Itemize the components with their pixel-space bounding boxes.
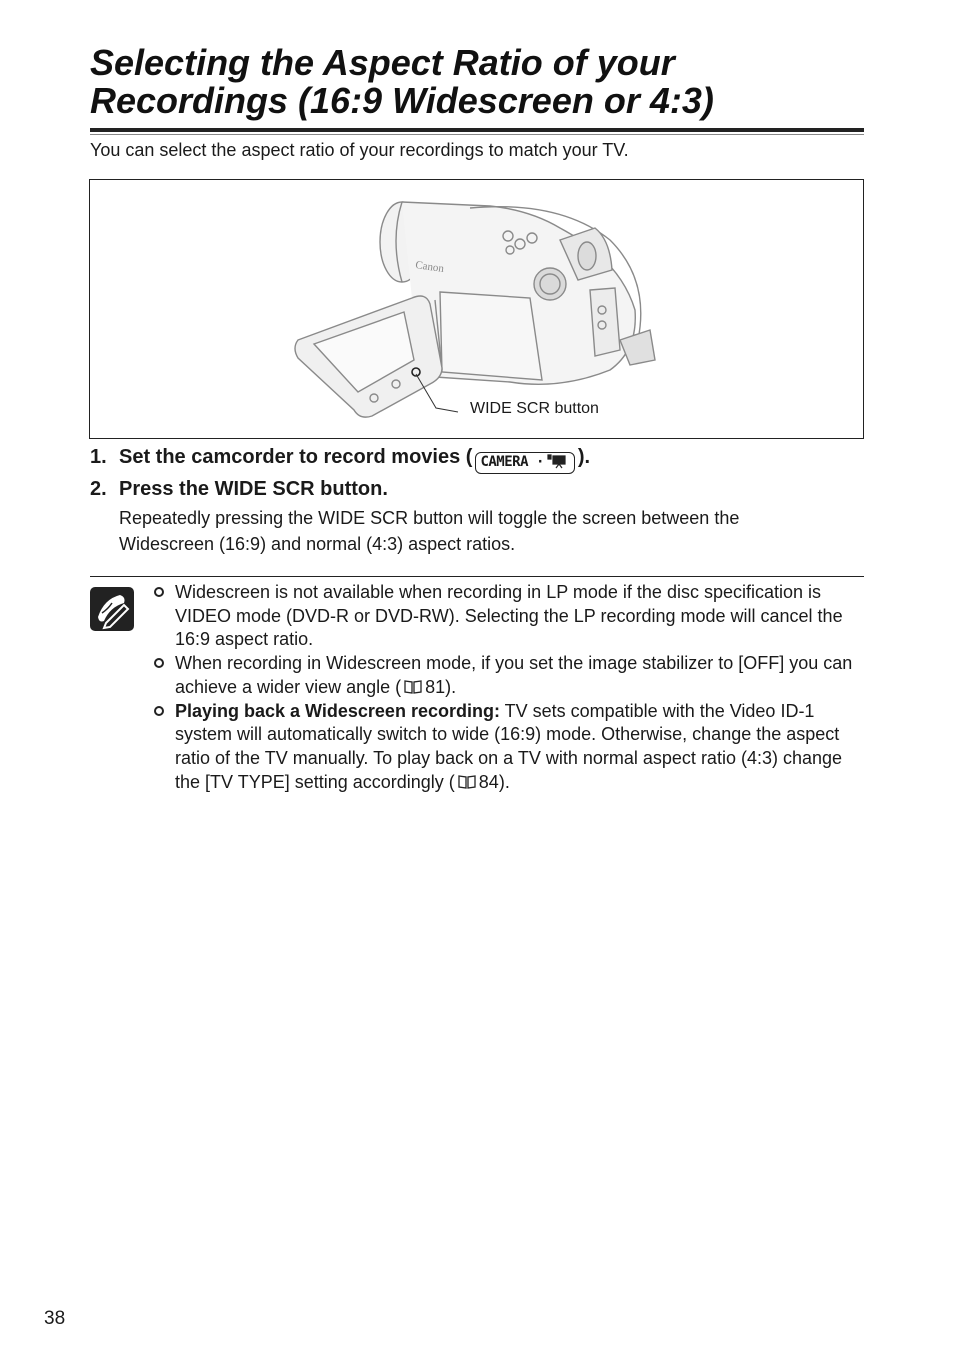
step-1-text: Set the camcorder to record movies (: [119, 446, 473, 468]
pencil-note-icon: [90, 587, 134, 631]
step-2: [90, 477, 388, 501]
note-item: [154, 581, 864, 652]
intro-text: You can select the aspect ratio of your recordings to match your TV.: [90, 140, 629, 160]
mode-badge-label: CAMERA ·: [480, 454, 544, 470]
page-title: [90, 44, 870, 120]
title-line-2: Recordings (16:9 Widescreen or 4:3): [90, 80, 714, 121]
movie-camera-icon: [546, 453, 568, 469]
step-1-number: 1.: [90, 446, 107, 468]
notes-list: [154, 581, 864, 794]
note-item: [154, 700, 864, 795]
note-item: [154, 652, 864, 699]
step-2-number: 2.: [90, 478, 107, 500]
camcorder-figure: [89, 179, 864, 439]
book-icon: [403, 679, 423, 695]
bullet-icon: [154, 658, 164, 668]
title-line-1: Selecting the Aspect Ratio of your: [90, 42, 675, 83]
note-1-text: Widescreen is not available when recording in LP mode if the disc specification is VIDEO mode (DVD-R or DVD-RW). Selecting the LP recording mode will cancel the 16:9 aspect ratio.: [175, 582, 843, 650]
note-2-ref: 81: [425, 676, 446, 697]
step-1: [90, 445, 590, 474]
page-number: 38: [44, 1308, 66, 1329]
book-icon: [457, 774, 477, 790]
camera-movie-mode-badge: [475, 452, 574, 474]
step-2-text: Press the WIDE SCR button.: [119, 478, 388, 500]
note-3-heading: Playing back a Widescreen recording:: [175, 700, 500, 721]
bullet-icon: [154, 706, 164, 716]
title-rule-thin: [90, 134, 864, 135]
bullet-icon: [154, 587, 164, 597]
note-3-end: ).: [498, 771, 510, 792]
brand-label: Canon: [414, 259, 445, 275]
notes-rule: [90, 576, 864, 577]
wide-scr-callout: WIDE SCR button: [470, 400, 599, 417]
note-3-text: TV sets compatible with the Video ID-1 system will automatically switch to wide (16:9) mode. Otherwise, change the aspect ratio of the TV manually. To play back on a TV with normal aspect ratio (4:3) change the [TV TYPE] setting accordingly (: [175, 700, 843, 792]
note-3-ref: 84: [478, 771, 499, 792]
note-2-text: When recording in Widescreen mode, if you set the image stabilizer to [OFF] you can achieve a wider view angle (: [175, 653, 853, 697]
note-2-end: ).: [445, 676, 457, 697]
title-rule: [90, 128, 864, 132]
step-2-body: Repeatedly pressing the WIDE SCR button will toggle the screen between the Widescreen (16:9) and normal (4:3) aspect ratios.: [119, 508, 740, 554]
step-1-text-end: ).: [577, 446, 591, 468]
